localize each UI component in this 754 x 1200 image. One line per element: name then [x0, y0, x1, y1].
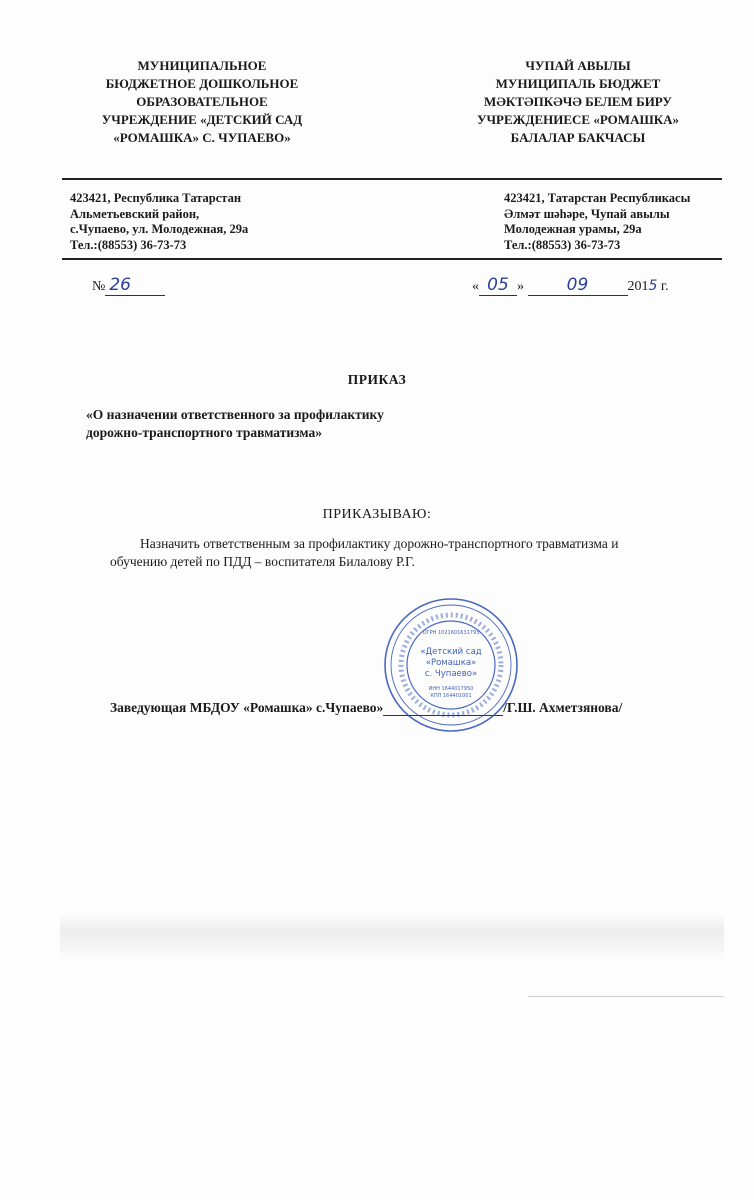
number-sign: №: [92, 279, 106, 294]
document-title: ПРИКАЗ: [347, 372, 407, 387]
address-right-line: Тел.:(88553) 36-73-73: [504, 237, 621, 252]
registration-number: [92, 275, 165, 296]
handwritten-month: 09: [528, 275, 628, 296]
date-open-quote: «: [472, 279, 479, 294]
signatory-name: /Г.Ш. Ахметзянова/: [503, 700, 623, 715]
document-date: [472, 275, 669, 296]
header-right-line: МУНИЦИПАЛЬ БЮДЖЕТ: [495, 76, 661, 91]
handwritten-number: 26: [105, 275, 165, 296]
stamp-inn: ИНН 1644017950: [428, 686, 474, 692]
stamp-kpp: КПП 164401001: [430, 693, 472, 699]
header-right-line: БАЛАЛАР БАКЧАСЫ: [510, 130, 646, 145]
document-subject: [86, 406, 384, 442]
handwritten-day: 05: [479, 275, 517, 296]
stamp-center-line: «Детский сад: [420, 647, 482, 657]
body-line: Назначить ответственным за профилактику дорожно-транспортного травматизма и: [140, 536, 619, 551]
address-right-line: Молодежная урамы, 29а: [504, 222, 642, 236]
header-divider-top: [62, 178, 722, 180]
address-russian: [70, 191, 248, 253]
header-right-line: УЧРЕЖДЕНИЕСЕ «РОМАШКА»: [476, 112, 680, 127]
header-org-russian: [82, 57, 322, 147]
address-left-line: 423421, Республика Татарстан: [70, 191, 242, 205]
header-left-line: «РОМАШКА» С. ЧУПАЕВО»: [113, 130, 291, 145]
handwritten-year-digit: 5: [648, 278, 658, 294]
address-left-line: Тел.:(88553) 36-73-73: [70, 237, 187, 252]
stamp-center-line: с. Чупаево»: [424, 669, 478, 679]
scan-artifact-line: [528, 996, 724, 997]
header-left-line: УЧРЕЖДЕНИЕ «ДЕТСКИЙ САД: [101, 112, 303, 127]
address-left-line: с.Чупаево, ул. Молодежная, 29а: [70, 222, 249, 236]
year-unit: г.: [657, 279, 669, 294]
address-left-line: Альметьевский район,: [70, 206, 200, 221]
body-line: обучению детей по ПДД – воспитателя Билалову Р.Г.: [110, 554, 415, 569]
date-close-quote: »: [517, 279, 524, 294]
year-prefix: 201: [627, 279, 649, 294]
address-right-line: 423421, Татарстан Республикасы: [504, 191, 691, 205]
header-left-line: МУНИЦИПАЛЬНОЕ: [137, 58, 267, 73]
scan-artifact: [60, 912, 724, 962]
signatory-position: Заведующая МБДОУ «Ромашка» с.Чупаево»: [110, 700, 384, 715]
address-right-line: Әлмәт шәһәре, Чупай авылы: [504, 206, 670, 221]
order-body: [110, 535, 670, 571]
header-right-line: ЧУПАЙ АВЫЛЫ: [525, 58, 631, 73]
header-org-tatar: [438, 57, 718, 147]
order-heading: ПРИКАЗЫВАЮ:: [322, 507, 432, 522]
signature-block: [110, 700, 622, 716]
subject-line: дорожно-транспортного травматизма»: [86, 425, 322, 440]
header-right-line: МӘКТӘПКӘЧӘ БЕЛЕМ БИРУ: [484, 94, 672, 109]
subject-line: «О назначении ответственного за профилактику: [86, 407, 384, 422]
header-left-line: БЮДЖЕТНОЕ ДОШКОЛЬНОЕ: [105, 76, 299, 91]
stamp-center-line: «Ромашка»: [425, 658, 477, 668]
address-tatar: [504, 191, 690, 253]
stamp-ogrn: ОГРН 1021601631793: [422, 630, 480, 636]
official-stamp: [382, 596, 520, 734]
header-divider-bottom: [62, 258, 722, 260]
header-left-line: ОБРАЗОВАТЕЛЬНОЕ: [136, 94, 268, 109]
